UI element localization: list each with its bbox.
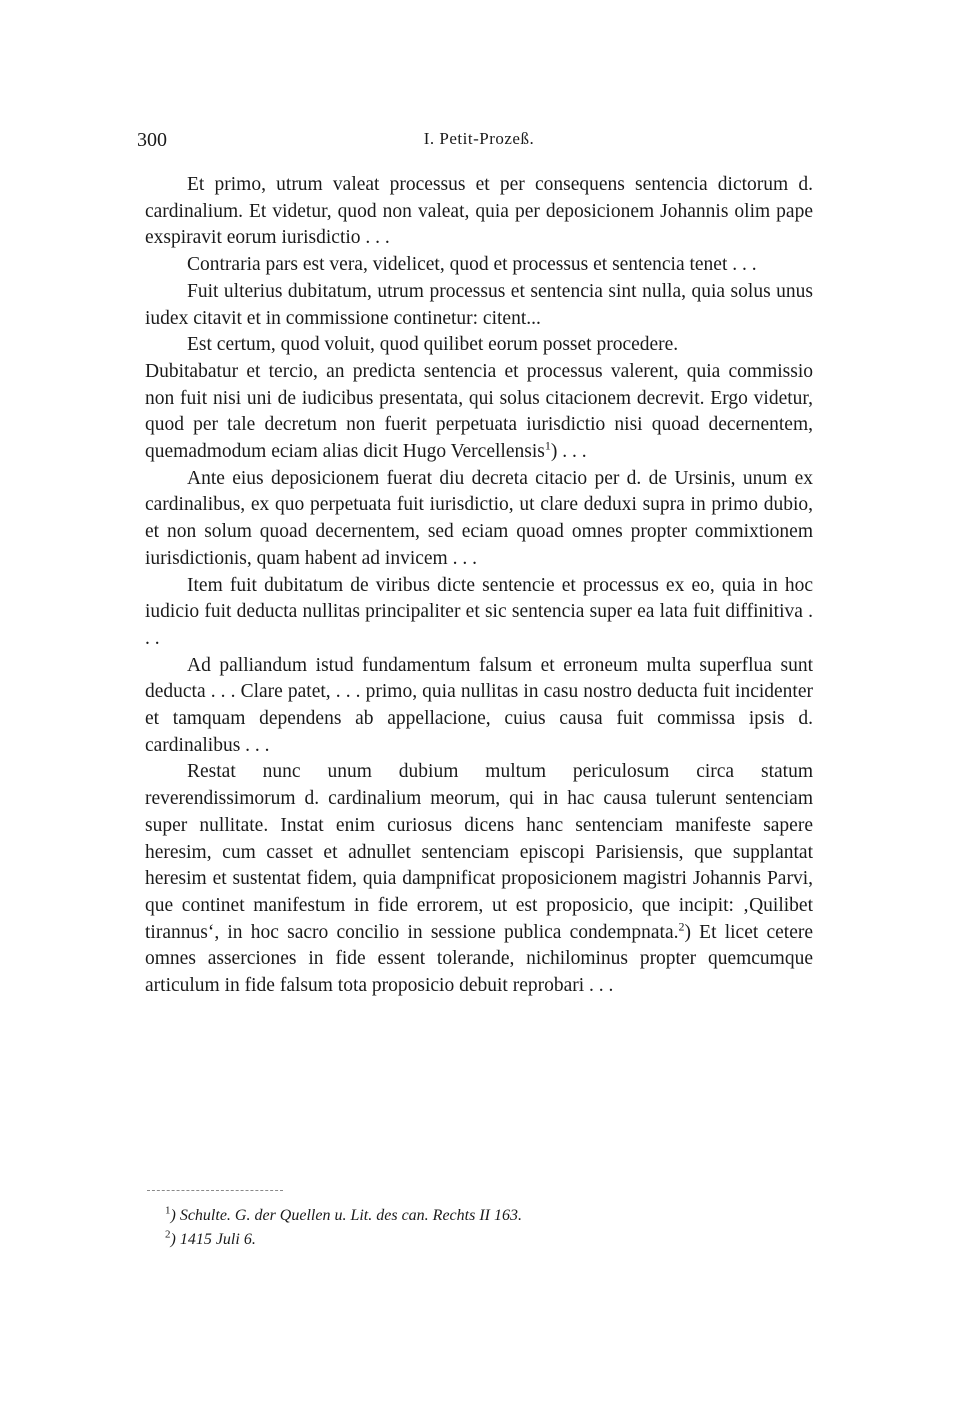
running-head (137, 129, 813, 157)
paragraph-text: Dubitabatur et tercio, an predicta sentencia et processus valerent, quia commissio non fuit nisi uni de iudicibus presentata, qui solus citacionem decrevit. Ergo videtur, quod per tale decretum non fuerit perpetuata iurisdictio nisi quoad decernentem, quemadmodum eciam alias dicit Hugo Vercellensis (145, 360, 813, 463)
paragraph-text: Et primo, utrum valeat processus et per consequens sentencia dictorum d. cardinalium. Et videtur, quod non valeat, quia per deposicionem Johannis olim pape exspiravit eorum iurisdictio . . . (145, 174, 813, 249)
paragraph-text: Restat nunc unum dubium multum periculosum circa statum reverendissimorum d. cardinalium meorum, qui in hac causa tulerunt sentenciam super nullitate. Instat enim curiosus dicens hanc sentenciam manifeste sapere heresim, cum casset et adnullet sentenciam episcopi Parisiensis, que supplantat heresim et sustentat fidem, quia dampnificat proposicionem magistri Johannis Parvi, que continet manifestum in fide errorem, ut est proposicio, que incipit: ‚Quilibet tirannus‘, in hoc sacro concilio in sessione publica condempnata. (145, 761, 813, 943)
footnote-divider (147, 1190, 283, 1191)
footnote-mark: 1 (165, 1204, 171, 1217)
paragraph-text: ) Et licet cetere omnes asserciones in fide essent tolerande, nichilominus propter quemcumque articulum in fide falsum tota proposicio debuit reprobari . . . (145, 921, 814, 997)
paragraph (145, 252, 813, 279)
paragraph (145, 332, 813, 359)
paragraph (145, 279, 813, 332)
paragraph-text: Item fuit dubitatum de viribus dicte sentencie et processus ex eo, quia in hoc iudicio fuit deducta nullitas principaliter et sic sentencia super ea lata fuit diffinitiva . . . (145, 574, 813, 649)
footnote-mark: 2 (165, 1228, 171, 1241)
page-number: 300 (137, 129, 167, 151)
paragraph (145, 653, 813, 760)
paragraph-text: Fuit ulterius dubitatum, utrum processus et sentencia sint nulla, quia solus unus iudex citavit et in commissione continetur: citent... (145, 280, 813, 329)
body-text (145, 172, 813, 1000)
footnote-reference: 1 (544, 438, 551, 453)
paragraph-text: Ad palliandum istud fundamentum falsum et erroneum multa superflua sunt deducta . . . Clare patet, . . . primo, quia nullitas in casu nostro deducta fuit incidenter et tamquam dependens ab appellacione, cuius causa fuit commissa ipsis d. cardinalibus . . . (145, 654, 813, 756)
paragraph (145, 573, 813, 653)
paragraph (145, 466, 813, 573)
footnotes (165, 1204, 785, 1252)
running-title: I. Petit-Prozeß. (423, 129, 535, 148)
footnote-text: ) 1415 Juli 6. (170, 1231, 256, 1248)
paragraph-text: Contraria pars est vera, videlicet, quod et processus et sentencia tenet . . . (187, 254, 757, 276)
footnote-reference: 2 (678, 919, 685, 934)
paragraph-text: Ante eius deposicionem fuerat diu decreta citacio per d. de Ursinis, unum ex cardinalibus, ex quo perpetuata fuit iurisdictio, ut clare deduxi supra in primo dubio, et non solum quoad decernentem, sed eciam quoad omnes propter commixtionem iurisdictionis, quam habent ad invicem . . . (145, 467, 813, 569)
paragraph (145, 759, 813, 999)
paragraph-text: Est certum, quod voluit, quod quilibet eorum posset procedere. (187, 334, 679, 356)
paragraph-text: ) . . . (550, 441, 587, 463)
footnote (165, 1228, 785, 1252)
document-page (137, 0, 814, 1412)
footnote (165, 1204, 785, 1228)
footnote-text: ) Schulte. G. der Quellen u. Lit. des can. Rechts II 163. (170, 1207, 522, 1224)
paragraph (145, 359, 813, 466)
paragraph (145, 172, 813, 252)
